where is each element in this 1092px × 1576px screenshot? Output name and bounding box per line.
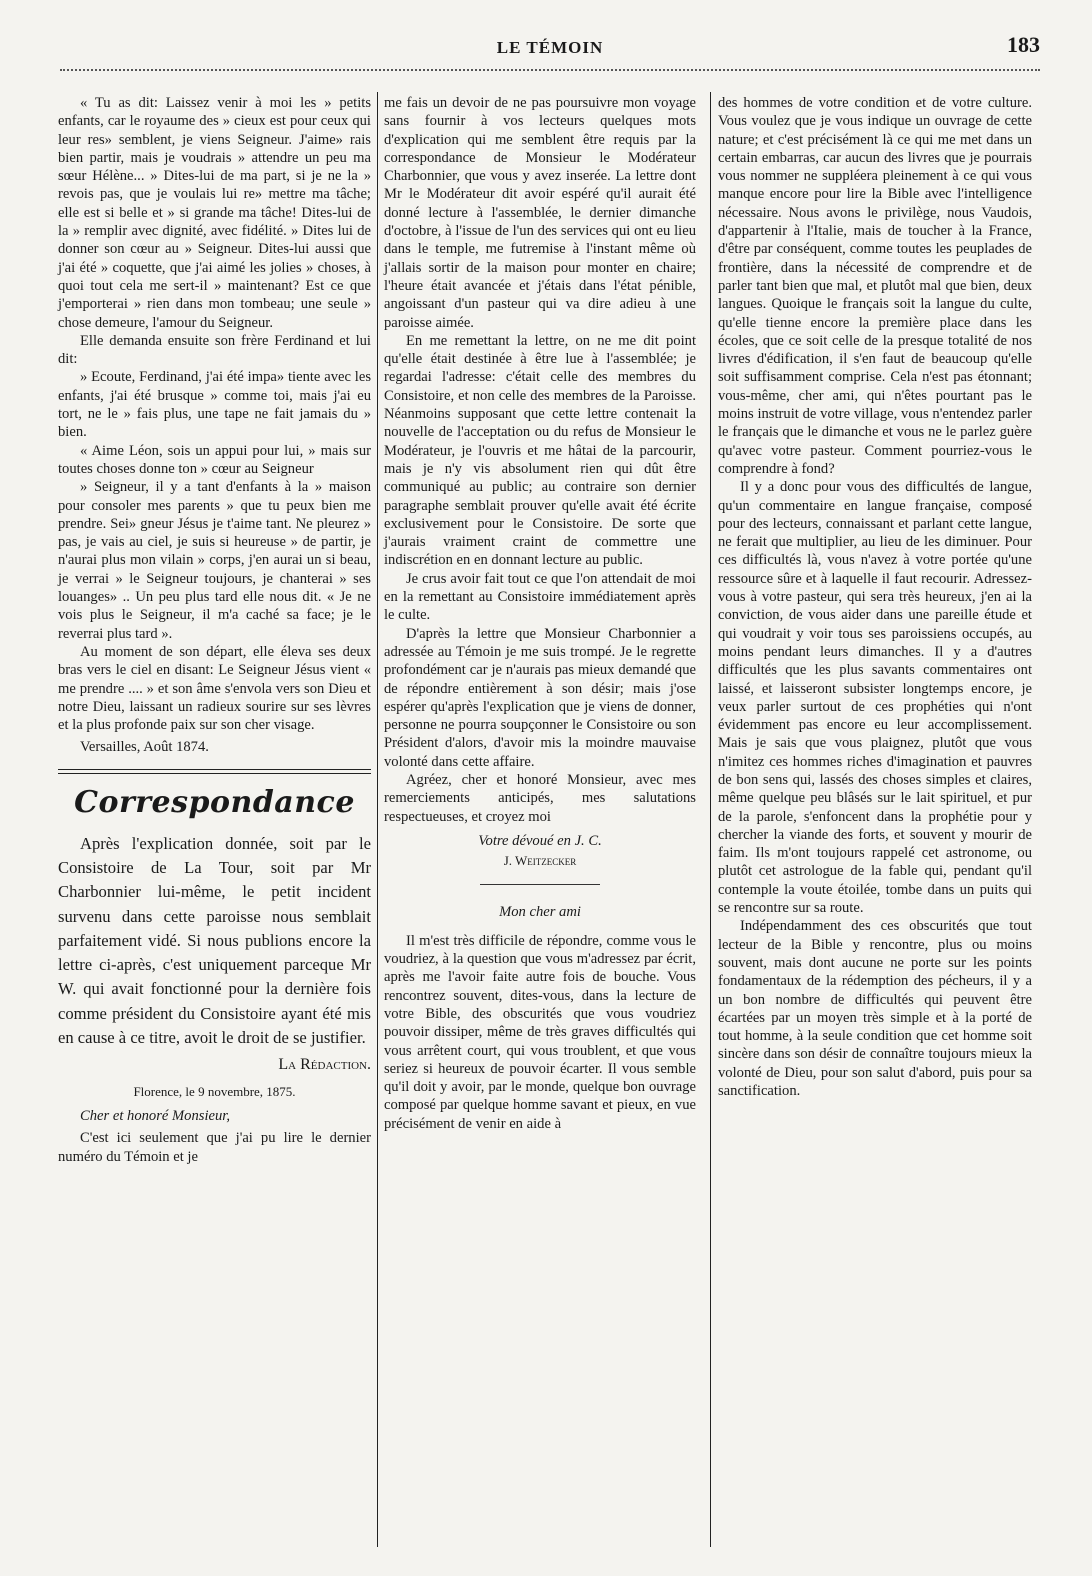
paragraph: » Seigneur, il y a tant d'enfants à la » maison pour consoler mes parents » que tu peux bien me prendre. Sei» gneur Jésus je t'aime tant. Ne pleurez » pas, je vais au ciel, je suis si heureuse » de partir, je n'aurai plus mon vilain » corps, j'en aurai un si beau, je verrai » le Seigneur toujours, je chanterai » ses louanges» .. Un peu plus tard elle nous dit. « Je ne vois plus le Seigneur, il m'a caché sa face; je le reverrai plus tard ». [58, 479, 371, 642]
paragraph: Indépendamment des ces obscurités que tout lecteur de la Bible y rencontre, plus ou moins souvent, mais dont aucune ne porte sur les points fondamentaux de la rédemption des pécheurs, il y a un bon nombre de difficultés qui peuvent être écartées par un moyen très simple et à la porté de tout homme, à la seule condition que cet homme soit sincère dans son désir de connaître toujours mieux la volonté de Dieu, pour son salut d'abord, puis pour sa sanctification. [718, 918, 1032, 1100]
page-number: 183 [1007, 32, 1040, 57]
header-rule [60, 69, 1040, 71]
paragraph: En me remettant la lettre, on ne me dit point qu'elle était destinée à être lue à l'assemblée; je regardai l'adresse: c'était celle des membres du Consistoire, et non celle des membres de la Paroisse. Néanmoins supposant que cette lettre contenait la nouvelle de l'acceptation ou du refus de Monsieur le Modérateur, je l'ouvris et me hâtai de la parcourir, mais je n'y vis absolument rien qui dût être communiqué au public; au contraire son dernier paragraphe semblait prouver qu'elle avait été écrite exclusivement pour le Consistoire. De sorte que j'aurais vraiment craint de commettre une indiscrétion en en donnant lecture au public. [384, 332, 696, 569]
paragraph: Il y a donc pour vous des difficultés de langue, qu'un commentaire en langue française, composé pour des lecteurs, connaissant et parlant cette langue, ne ferait que multiplier, au lieu de les diminuer. Pour ces difficultés là, vous n'avez à votre portée qu'une ressource sûre et à laquelle il faut recourir. Adressez-vous à votre pasteur, qui sera très heureux, j'en ai la conviction, de vous aider dans une pareille étude et qui voudrait y voir tous ses paroissiens occupés, au moins pendant leurs dimanches. Il y a d'autres difficultés que les plus savants commentaires ont laissé, et laisseront subsister longtemps encore, je veux parler surtout de ces prophéties qui n'ont évidemment pas encore eu leur accomplissement. Mais je sais que vous plaignez, plutôt que vous n'imitez ces hommes riches d'imagination et pauvres de bon sens qui, lassés des choses simples et claires, même quelque peu blâsés sur le lait spirituel, et pur de la parole, s'enfoncent dans la prophétie pour y chercher la viande des forts, et souvent y mourir de faim. Ils m'ont toujours rappelé cet astronome, ou plutôt cet astrologue de la fable qui, pendant qu'il contemple la voute étoilée, tombe dans un puits qui se rencontre sur sa route. [718, 479, 1032, 917]
column-middle [384, 94, 696, 1133]
paragraph: me fais un devoir de ne pas poursuivre mon voyage sans fournir à vos lecteurs quelques mots d'explication qui me semblent être requis par la correspondance de Monsieur le Modérateur Charbonnier, que vous y avez inserée. La lettre dont Mr le Modérateur dit avoir espéré qu'il aurait été donné lecture à l'assemblée, le dernier dimanche d'octobre, à l'issue de l'un des services qui ont eu lieu dans le temple, me futremise à l'instant même où j'allais sortir de la maison pour monter en chaire; l'heure était avancée et j'étais dans l'état pénible, angoissant d'un pasteur qui va dire adieu à une paroisse aimée. [384, 95, 696, 331]
running-head: LE TÉMOIN [496, 38, 604, 57]
letter-subheading: Mon cher ami [499, 904, 581, 921]
editorial-note: Après l'explication donnée, soit par le Consistoire de La Tour, soit par Mr Charbonnier lui-même, le petit incident survenu dans cette paroisse nous semblait parfaitement vidé. Si nous publions encore la lettre ci-après, c'est uniquement parceque Mr W. qui avait fonctionné pour la dernière fois comme président du Consistoire ayant été mis en cause à ce titre, avoit le droit de se justifier. [58, 833, 371, 1048]
section-rule [58, 769, 371, 774]
paragraph: « Aime Léon, sois un appui pour lui, » mais sur toutes choses donne ton » cœur au Seigneur [58, 442, 371, 477]
letter-signature: J. Weitzecker [503, 853, 577, 869]
dateline: Florence, le 9 novembre, 1875. [133, 1083, 296, 1099]
separator-rule [480, 884, 600, 885]
column-divider [377, 92, 378, 1547]
salutation: Cher et honoré Monsieur, [80, 1107, 230, 1124]
column-divider [710, 92, 711, 1547]
editorial-signature: La Rédaction. [278, 1056, 371, 1074]
paragraph: Elle demanda ensuite son frère Ferdinand et lui dit: [58, 332, 371, 368]
paragraph: Il m'est très difficile de répondre, comme vous le voudriez, à la question que vous m'adressez par écrit, après me l'avoir faite autre fois de bouche. Vous rencontrez souvent, dites-vous, dans la lecture de votre Bible, des obscurités que vous voudriez pouvoir dissiper, même de très graves difficultés qui vous arrêtent court, qui vous troublent, et que vous seriez si heureux de pouvoir écarter. Il vous semble qu'il doit y avoir, par le monde, quelque bon ouvrage composé par quelque homme savant et pieux, en vue précisément de venir en aide à [384, 932, 696, 1132]
paragraph: Je crus avoir fait tout ce que l'on attendait de moi en la remettant au Consistoire immédiatement après le culte. [384, 570, 696, 624]
page-header [60, 32, 1040, 62]
section-title: Correspondance [74, 784, 355, 820]
column-left [58, 94, 371, 1166]
letter-closing: Votre dévoué en J. C. [478, 832, 602, 849]
paragraph: D'après la lettre que Monsieur Charbonnier a adressée au Témoin je me suis trompé. Je le regrette profondément car je n'aurais pas mieux demandé que de répondre entièrement à son désir; mais j'ose espérer qu'après l'explication que je viens de donner, personne ne pourra soupçonner le Consistoire ou son Président d'alors, d'avoir mis la moindre mauvaise volonté dans cette affaire. [384, 625, 696, 770]
paragraph: Au moment de son départ, elle éleva ses deux bras vers le ciel en disant: Le Seigneur Jésus vient « me prendre .... » et son âme s'envola vers son Dieu et notre Dieu, laissant un radieux sourire sur ses lèvres et la plus profonde paix sur son cher visage. [58, 643, 371, 734]
paragraph: Agréez, cher et honoré Monsieur, avec mes remerciements anticipés, mes salutations respectueuses, et croyez moi [384, 771, 696, 825]
column-right [718, 94, 1032, 1100]
paragraph: C'est ici seulement que j'ai pu lire le dernier numéro du Témoin et je [58, 1130, 371, 1165]
article-signoff: Versailles, Août 1874. [80, 739, 209, 756]
paragraph: des hommes de votre condition et de votre culture. Vous voulez que je vous indique un ouvrage de cette nature; et c'est précisément là ce qui me met dans un certain embarras, car aucun des livres que je pourrais vous nommer ne suppléera pleinement à ce qui vous manque encore pour lire la Bible avec l'intelligence nécessaire. Nous avons le privilège, nous Vaudois, d'appartenir à l'Italie, mais de toucher à la France, d'être par conséquent, comme toutes les peuplades de frontière, dans la nécessité de comprendre et de parler tant bien que mal, et plutôt mal que bien, deux langues. Quoique le français soit la langue du culte, qu'elle tienne encore la première place dans les écoles, que ce soit celle de la presque totalité de nos livres d'édification, il s'en faut de beaucoup qu'elle soit suffisamment comprise. Cela n'est pas étonnant; vous-même, cher ami, qui n'êtes pourtant pas le moins instruit de votre village, vous n'entendez parler le français que le dimanche et vous ne le parlez guère qu'avec votre pasteur. Comment pourriez-vous le comprendre à fond? [718, 95, 1032, 477]
paragraph: « Tu as dit: Laissez venir à moi les » petits enfants, car le royaume des » cieux est pour ceux qui leur res» semblent, je viens Seigneur. J'aime» rais bien partir, mais je voudrais » attendre un peu ma sœur Hélène... » Dites-lui de ma part, si je ne la » revois pas, que je voulais lui re» mettre ma tâche; elle est si belle et » si grande ma tâche! Dites-lui de la » remplir avec dignité, avec fidélité. » Dites lui de donner son cœur au » Seigneur. Dites-lui aussi que j'ai été » coquette, que j'ai aimé les jolies » choses, à quoi tout cela me sert-il » maintenant? Est ce que j'emporterai » rien dans mon tombeau; une seule » chose demeure, l'amour du Seigneur. [58, 95, 371, 331]
paragraph: » Ecoute, Ferdinand, j'ai été impa» tiente avec les enfants, j'ai été brusque » comme toi, mais j'ai eu tort, ne le » fais plus, une tape ne fait jamais du » bien. [58, 369, 371, 441]
